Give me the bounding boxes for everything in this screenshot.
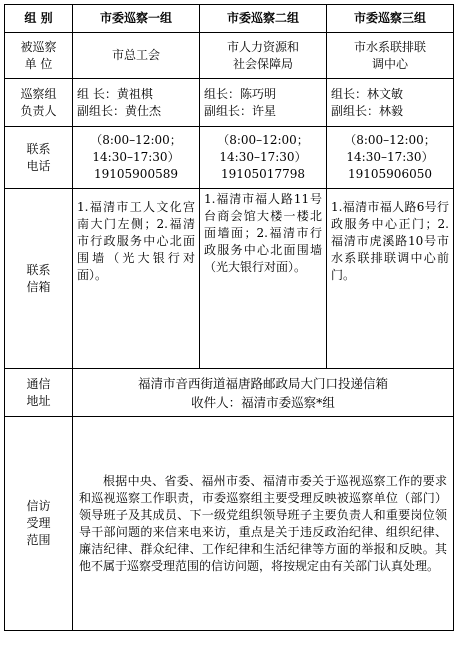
scope-label: 信访 受理 范围 bbox=[5, 417, 73, 631]
units-g2: 市人力资源和 社会保障局 bbox=[200, 33, 327, 79]
scope-row bbox=[5, 417, 454, 631]
phone-label: 联系 电话 bbox=[5, 127, 73, 189]
address-row bbox=[5, 369, 454, 417]
leaders-g2: 组长：陈巧明 副组长：许星 bbox=[200, 79, 327, 127]
phone-g2: （8:00–12:00； 14:30–17:30） 19105017798 bbox=[200, 127, 327, 189]
phone-g1: （8:00–12:00； 14:30–17:30） 19105900589 bbox=[73, 127, 200, 189]
mailbox-row bbox=[5, 189, 454, 369]
phone-g3: （8:00–12:00； 14:30–17:30） 19105906050 bbox=[327, 127, 454, 189]
mailbox-label: 联系 信箱 bbox=[5, 189, 73, 369]
units-g3: 市水系联排联 调中心 bbox=[327, 33, 454, 79]
leaders-row bbox=[5, 79, 454, 127]
header-group-1: 市委巡察一组 bbox=[73, 5, 200, 33]
mailbox-g3: 1.福清市福人路6号行政服务中心正门；2.福清市虎溪路10号市水系联排联调中心前门。 bbox=[327, 189, 454, 369]
units-g1: 市总工会 bbox=[73, 33, 200, 79]
units-label: 被巡察 单 位 bbox=[5, 33, 73, 79]
phone-row bbox=[5, 127, 454, 189]
header-group: 组 别 bbox=[5, 5, 73, 33]
header-row bbox=[5, 5, 454, 33]
leaders-label: 巡察组 负责人 bbox=[5, 79, 73, 127]
inspection-contact-table bbox=[4, 4, 454, 631]
address-value: 福清市音西街道福唐路邮政局大门口投递信箱 收件人：福清市委巡察*组 bbox=[73, 369, 454, 417]
header-group-2: 市委巡察二组 bbox=[200, 5, 327, 33]
scope-text: 根据中央、省委、福州市委、福清市委关于巡视巡察工作的要求和巡视巡察工作职责，市委巡察组主要受理反映被巡察单位（部门）领导班子及其成员、下一级党组织领导班子主要负责人和重要岗位领导干部问题的来信来电来访，重点是关于违反政治纪律、组织纪律、廉洁纪律、群众纪律、工作纪律和生活纪律等方面的举报和反映。其他不属于巡察受理范围的信访问题，将按规定由有关部门认真处理。 bbox=[73, 417, 454, 631]
leaders-g3: 组长：林文敏 副组长：林毅 bbox=[327, 79, 454, 127]
address-label: 通信 地址 bbox=[5, 369, 73, 417]
mailbox-g1: 1.福清市工人文化宫南大门左侧；2.福清市行政服务中心北面围墙（光大银行对面）。 bbox=[73, 189, 200, 369]
header-group-3: 市委巡察三组 bbox=[327, 5, 454, 33]
leaders-g1: 组 长：黄祖棋 副组长：黄仕杰 bbox=[73, 79, 200, 127]
mailbox-g2: 1.福清市福人路11号台商会馆大楼一楼北面墙面；2.福清市行政服务中心北面围墙（光大银行对面）。 bbox=[200, 189, 327, 369]
units-row bbox=[5, 33, 454, 79]
